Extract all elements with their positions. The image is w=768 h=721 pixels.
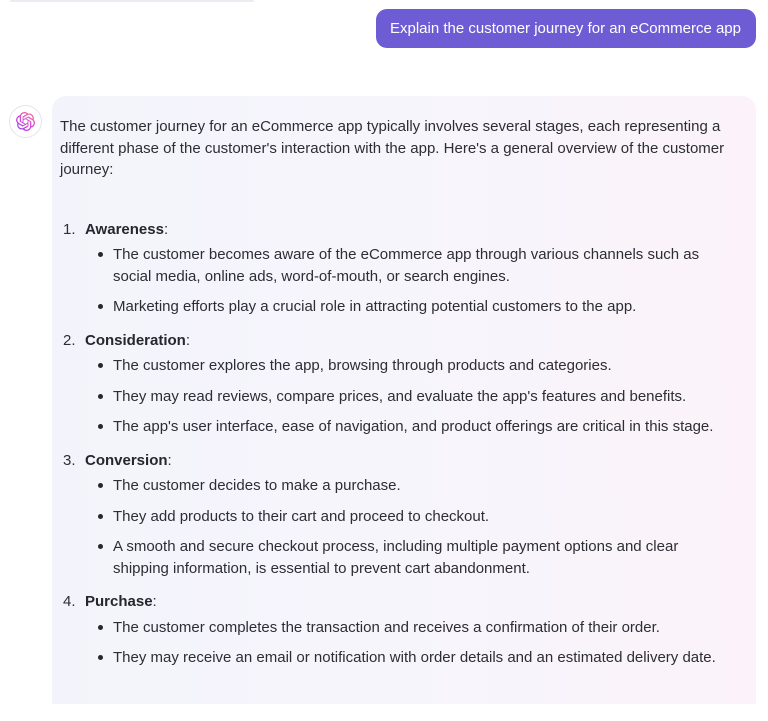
journey-stage-list [60, 219, 736, 669]
bullet-dot [98, 304, 103, 309]
stage-heading [85, 591, 736, 613]
previous-message-edge [10, 0, 254, 2]
bullet-text: The app's user interface, ease of navigation, and product offerings are critical in this stage. [113, 418, 714, 435]
stage-bullet [85, 506, 736, 528]
stage-heading [85, 330, 736, 352]
bullet-dot [98, 252, 103, 257]
bullet-dot [98, 655, 103, 660]
stage-bullet [85, 386, 736, 408]
stage-bullet [85, 244, 736, 287]
journey-stage-awareness [60, 219, 736, 318]
journey-stage-conversion [60, 450, 736, 580]
stage-number: 1. [63, 220, 76, 238]
stage-bullet [85, 647, 736, 669]
bullet-text: A smooth and secure checkout process, including multiple payment options and clear shipping information, is essential to prevent cart abandonment. [113, 538, 679, 577]
bullet-text: Marketing efforts play a crucial role in attracting potential customers to the app. [113, 298, 637, 315]
bullet-dot [98, 394, 103, 399]
bullet-dot [98, 625, 103, 630]
stage-title-suffix: : [167, 451, 172, 469]
stage-bullet [85, 416, 736, 438]
stage-heading [85, 450, 736, 472]
stage-number: 3. [63, 451, 76, 469]
bullet-text: They may read reviews, compare prices, and evaluate the app's features and benefits. [113, 387, 687, 405]
ai-logo-icon [16, 112, 35, 131]
assistant-avatar [9, 105, 42, 138]
stage-bullet [85, 296, 736, 318]
assistant-message-bubble [52, 96, 756, 704]
stage-title: Conversion [85, 451, 168, 469]
bullet-text: They may receive an email or notification with order details and an estimated delivery date. [113, 649, 716, 666]
user-message-bubble: Explain the customer journey for an eCommerce app [376, 9, 756, 48]
bullet-dot [98, 483, 103, 488]
bullet-text: The customer completes the transaction and receives a confirmation of their order. [113, 618, 660, 636]
stage-bullet [85, 475, 736, 497]
bullet-dot [98, 363, 103, 368]
bullet-dot [98, 424, 103, 429]
stage-bullet [85, 536, 736, 579]
journey-stage-purchase [60, 591, 736, 669]
bullet-text: The customer explores the app, browsing through products and categories. [113, 357, 612, 374]
bullet-dot [98, 514, 103, 519]
stage-title: Awareness [85, 220, 164, 238]
bullet-text: The customer decides to make a purchase. [113, 477, 401, 494]
bullet-text: The customer becomes aware of the eCommerce app through various channels such as social media, online ads, word-of-mouth, or search engines. [113, 246, 700, 285]
stage-number: 4. [63, 593, 76, 610]
stage-number: 2. [63, 331, 76, 349]
bullet-dot [98, 544, 103, 549]
stage-title: Purchase [85, 593, 153, 610]
stage-bullet [85, 355, 736, 377]
stage-title-suffix: : [163, 220, 169, 238]
stage-heading [85, 219, 736, 241]
journey-stage-consideration [60, 330, 736, 438]
stage-bullet [85, 617, 736, 639]
bullet-text: They add products to their cart and proceed to checkout. [113, 507, 490, 525]
assistant-intro-text: The customer journey for an eCommerce app typically involves several stages, each representing a different phase of the customer's interaction with the app. Here's a general overview of the customer journey: [60, 118, 725, 178]
stage-title-suffix: : [185, 331, 191, 349]
stage-title: Consideration [85, 331, 186, 349]
stage-title-suffix: : [152, 593, 157, 610]
